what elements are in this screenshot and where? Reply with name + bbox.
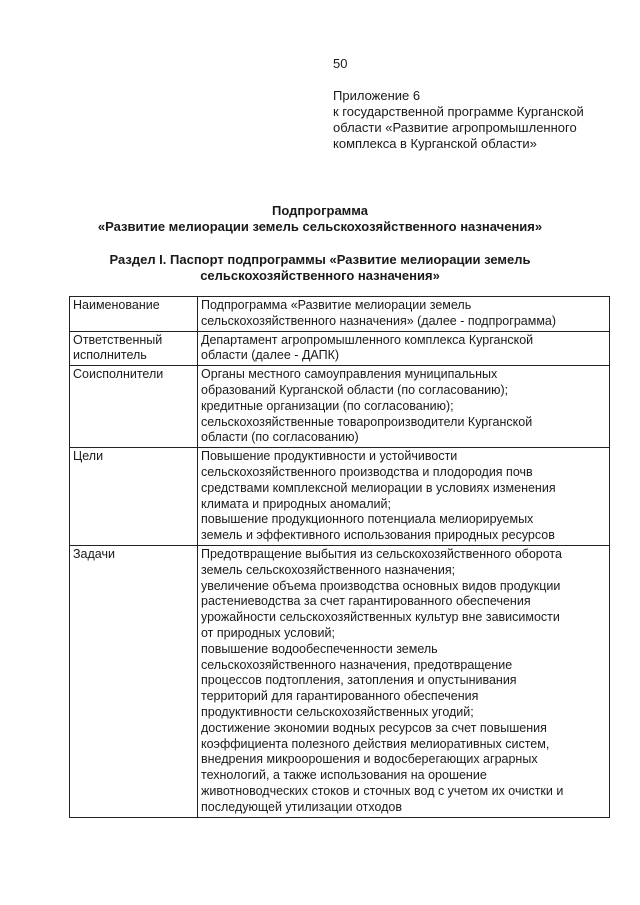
row-value-line: достижение экономии водных ресурсов за счет повышения [201, 720, 547, 735]
appendix-line: комплекса в Курганской области» [333, 136, 537, 151]
row-label-cell [70, 545, 198, 817]
section-heading-line: сельскохозяйственного назначения» [200, 268, 440, 283]
row-value-line: земель сельскохозяйственного назначения; [201, 562, 456, 577]
row-label-line: Ответственный [73, 332, 163, 347]
table-row [70, 545, 610, 817]
row-label-cell [70, 297, 198, 332]
section-heading [0, 252, 640, 284]
appendix-line: области «Развитие агропромышленного [333, 120, 577, 135]
row-value-line: коэффициента полезного действия мелиоративных систем, [201, 736, 550, 751]
row-value-line: повышение водообеспеченности земель [201, 641, 438, 656]
row-label-line: Наименование [73, 298, 160, 312]
row-label-line: Цели [73, 449, 104, 464]
subprogram-heading-line: «Развитие мелиорации земель сельскохозяйственного назначения» [97, 219, 543, 234]
appendix-line: Приложение 6 [333, 88, 421, 103]
row-label-cell [70, 448, 198, 546]
appendix-note [333, 88, 623, 152]
page-number: 50 [333, 56, 348, 71]
row-value-cell [198, 331, 610, 366]
row-value-line: растениеводства за счет гарантированного обеспечения [201, 594, 531, 609]
row-label-cell [70, 331, 198, 366]
row-value-line: увеличение объема производства основных видов продукции [201, 578, 561, 593]
appendix-line: к государственной программе Курганской [333, 104, 584, 119]
passport-table-body [70, 297, 610, 818]
row-label-line: исполнитель [73, 348, 147, 363]
row-value-line: области (далее - ДАПК) [201, 348, 340, 363]
row-value-line: внедрения микроорошения и водосберегающих аграрных [201, 752, 538, 767]
passport-table [69, 296, 610, 818]
table-row [70, 448, 610, 546]
row-value-line: Повышение продуктивности и устойчивости [201, 449, 458, 464]
table-row [70, 297, 610, 332]
row-value-cell [198, 366, 610, 448]
row-value-line: земель и эффективного использования природных ресурсов [201, 528, 555, 543]
row-value-line: процессов подтопления, затопления и опустынивания [201, 673, 517, 688]
row-value-line: сельскохозяйственного производства и плодородия почв [201, 464, 533, 479]
row-label-line: Соисполнители [73, 367, 164, 382]
row-value-cell [198, 297, 610, 332]
row-value-line: климата и природных аномалий; [201, 496, 391, 511]
row-value-line: кредитные организации (по согласованию); [201, 398, 454, 413]
row-value-line: технологий, а также использования на орошение [201, 768, 487, 783]
row-value-line: повышение продукционного потенциала мелиорируемых [201, 512, 534, 527]
row-value-line: сельскохозяйственного назначения» (далее - подпрограмма) [201, 313, 557, 328]
row-value-line: Органы местного самоуправления муниципальных [201, 367, 498, 382]
row-value-cell [198, 448, 610, 546]
row-value-line: образований Курганской области (по согласованию); [201, 382, 509, 397]
row-value-line: Подпрограмма «Развитие мелиорации земель [201, 298, 472, 312]
row-value-line: последующей утилизации отходов [201, 799, 403, 814]
row-value-line: сельскохозяйственные товаропроизводители Курганской [201, 414, 533, 429]
row-value-line: Предотвращение выбытия из сельскохозяйственного оборота [201, 546, 562, 561]
table-row [70, 331, 610, 366]
row-value-line: территорий для гарантированного обеспечения [201, 689, 479, 704]
row-value-line: средствами комплексной мелиорации в условиях изменения [201, 480, 556, 495]
row-value-line: от природных условий; [201, 625, 335, 640]
row-label-line: Задачи [73, 546, 115, 561]
row-value-line: сельскохозяйственного назначения, предотвращение [201, 657, 513, 672]
row-value-line: Департамент агропромышленного комплекса Курганской [201, 332, 534, 347]
subprogram-heading-line: Подпрограмма [272, 203, 368, 218]
row-label-cell [70, 366, 198, 448]
table-row [70, 366, 610, 448]
section-heading-line: Раздел I. Паспорт подпрограммы «Развитие мелиорации земель [109, 252, 531, 267]
row-value-line: области (по согласованию) [201, 430, 359, 445]
row-value-line: продуктивности сельскохозяйственных угодий; [201, 704, 474, 719]
row-value-line: урожайности сельскохозяйственных культур вне зависимости [201, 610, 560, 625]
subprogram-heading [0, 203, 640, 235]
row-value-line: животноводческих стоков и сточных вод с учетом их очистки и [201, 783, 564, 798]
row-value-cell [198, 545, 610, 817]
